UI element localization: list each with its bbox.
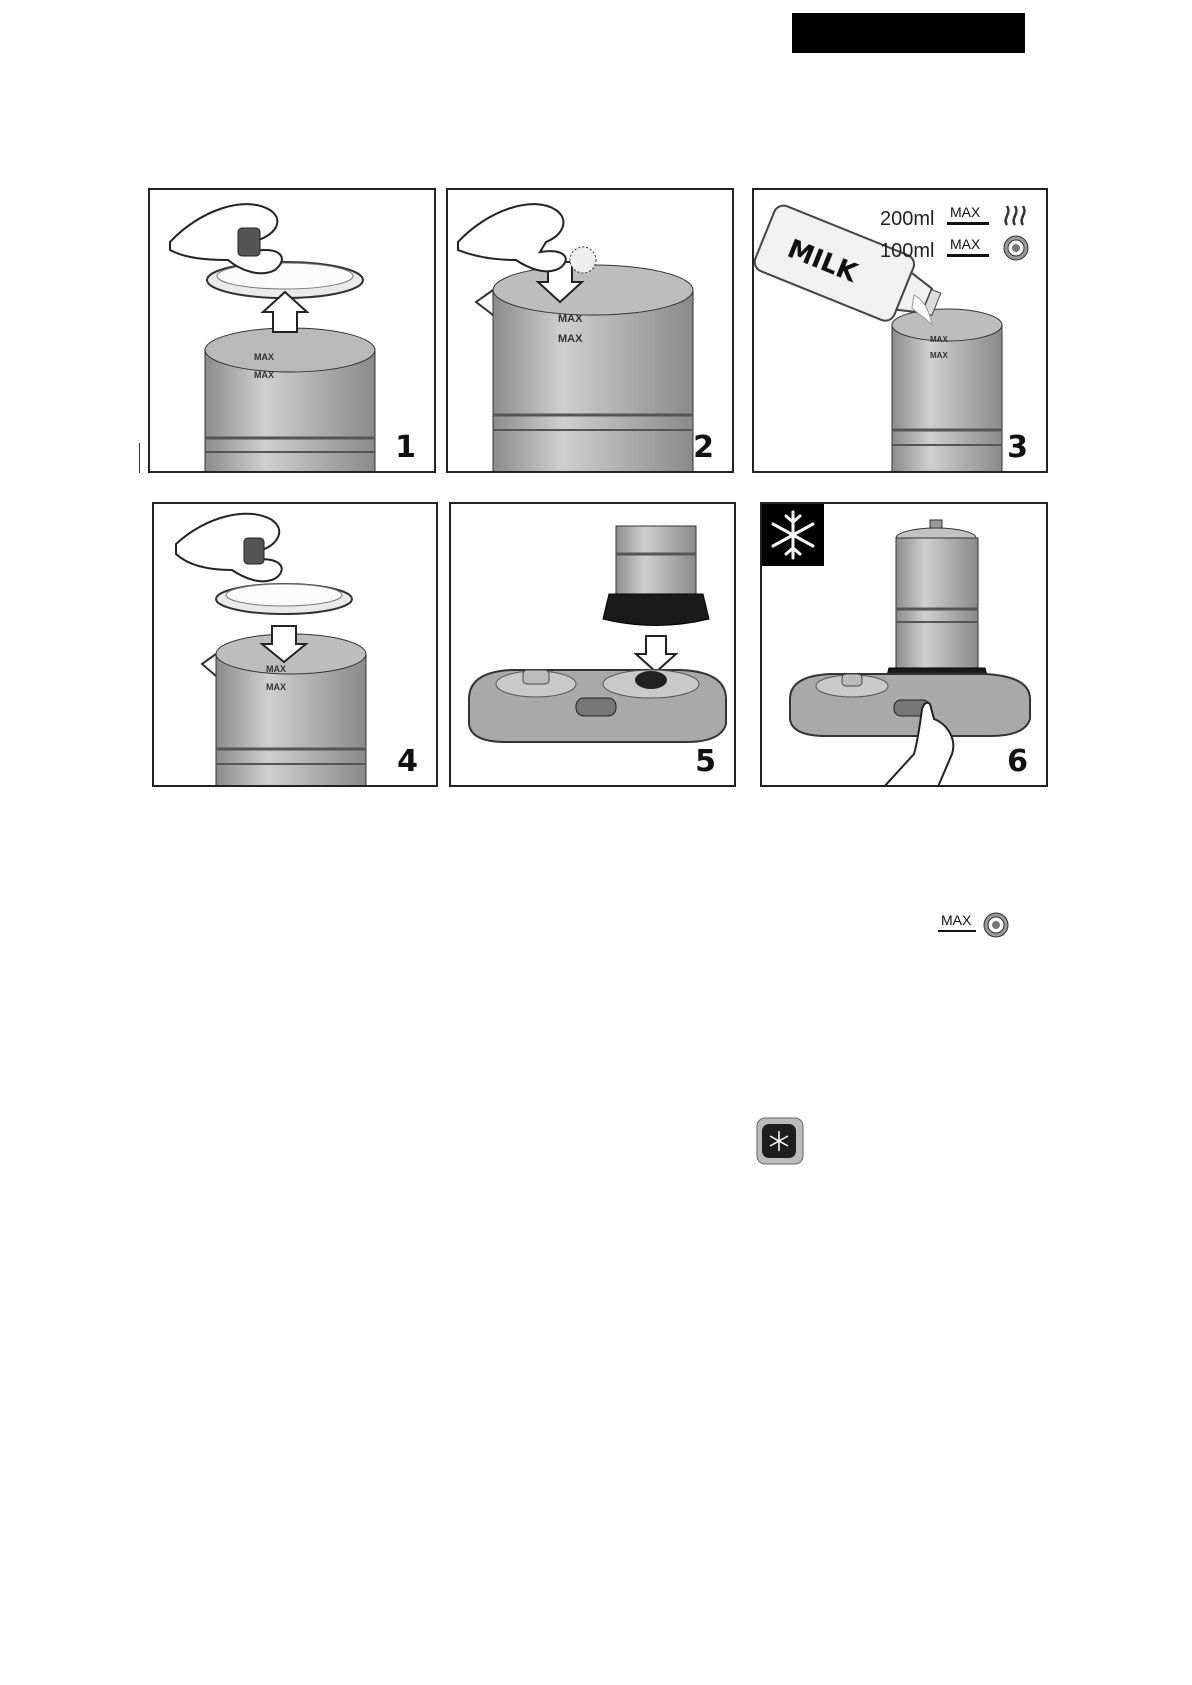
step-panel-3	[752, 188, 1048, 473]
pour-milk-illustration	[754, 190, 1048, 473]
lid-grip-icon	[244, 538, 264, 564]
bottle-label: MILK	[783, 234, 862, 289]
max-mark-label: MAX	[558, 313, 583, 325]
volume-label-heat: 200ml	[880, 208, 935, 230]
froth-whisk-icon	[1002, 234, 1030, 262]
step-number: 3	[1007, 430, 1028, 465]
max-mark-label: MAX	[930, 351, 948, 360]
heat-waves-icon	[1002, 200, 1030, 228]
max-mark-label: MAX	[266, 682, 286, 692]
step-panel-1	[148, 188, 436, 473]
step-panel-6	[760, 502, 1048, 787]
whisk-grip-icon	[238, 228, 260, 256]
max-label: MAX	[941, 912, 972, 928]
max-label: MAX	[950, 236, 981, 252]
max-label: MAX	[950, 204, 981, 220]
max-mark-label: MAX	[254, 352, 274, 362]
max-mark-label: MAX	[930, 335, 948, 344]
step-number: 4	[397, 744, 418, 779]
whisk-insert-illustration	[448, 190, 734, 473]
froth-whisk-icon	[982, 911, 1010, 939]
max-mark-label: MAX	[254, 370, 274, 380]
press-button-illustration	[762, 504, 1048, 787]
hand-icon	[170, 204, 282, 273]
max-underline	[938, 930, 976, 932]
crop-mark	[139, 443, 140, 473]
jug-lid-removal-illustration	[150, 190, 436, 473]
place-on-base-illustration	[451, 504, 736, 787]
step-panel-2	[446, 188, 734, 473]
cold-froth-button-icon	[756, 1117, 804, 1165]
step-panel-5	[449, 502, 736, 787]
max-mark-label: MAX	[558, 333, 583, 345]
max-mark-label: MAX	[266, 664, 286, 674]
whisk-icon	[570, 247, 596, 273]
step-panel-4	[152, 502, 438, 787]
start-button	[576, 698, 616, 716]
lid-replace-illustration	[154, 504, 438, 787]
hand-icon	[176, 514, 282, 582]
volume-label-froth: 100ml	[880, 240, 935, 262]
hand-icon	[458, 204, 566, 271]
max-underline	[947, 254, 989, 257]
step-number: 5	[695, 744, 716, 779]
header-tab	[792, 13, 1025, 53]
arrow-down-icon	[636, 636, 676, 672]
step-number: 2	[693, 430, 714, 465]
step-number: 1	[395, 430, 416, 465]
max-underline	[947, 222, 989, 225]
step-number: 6	[1007, 744, 1028, 779]
